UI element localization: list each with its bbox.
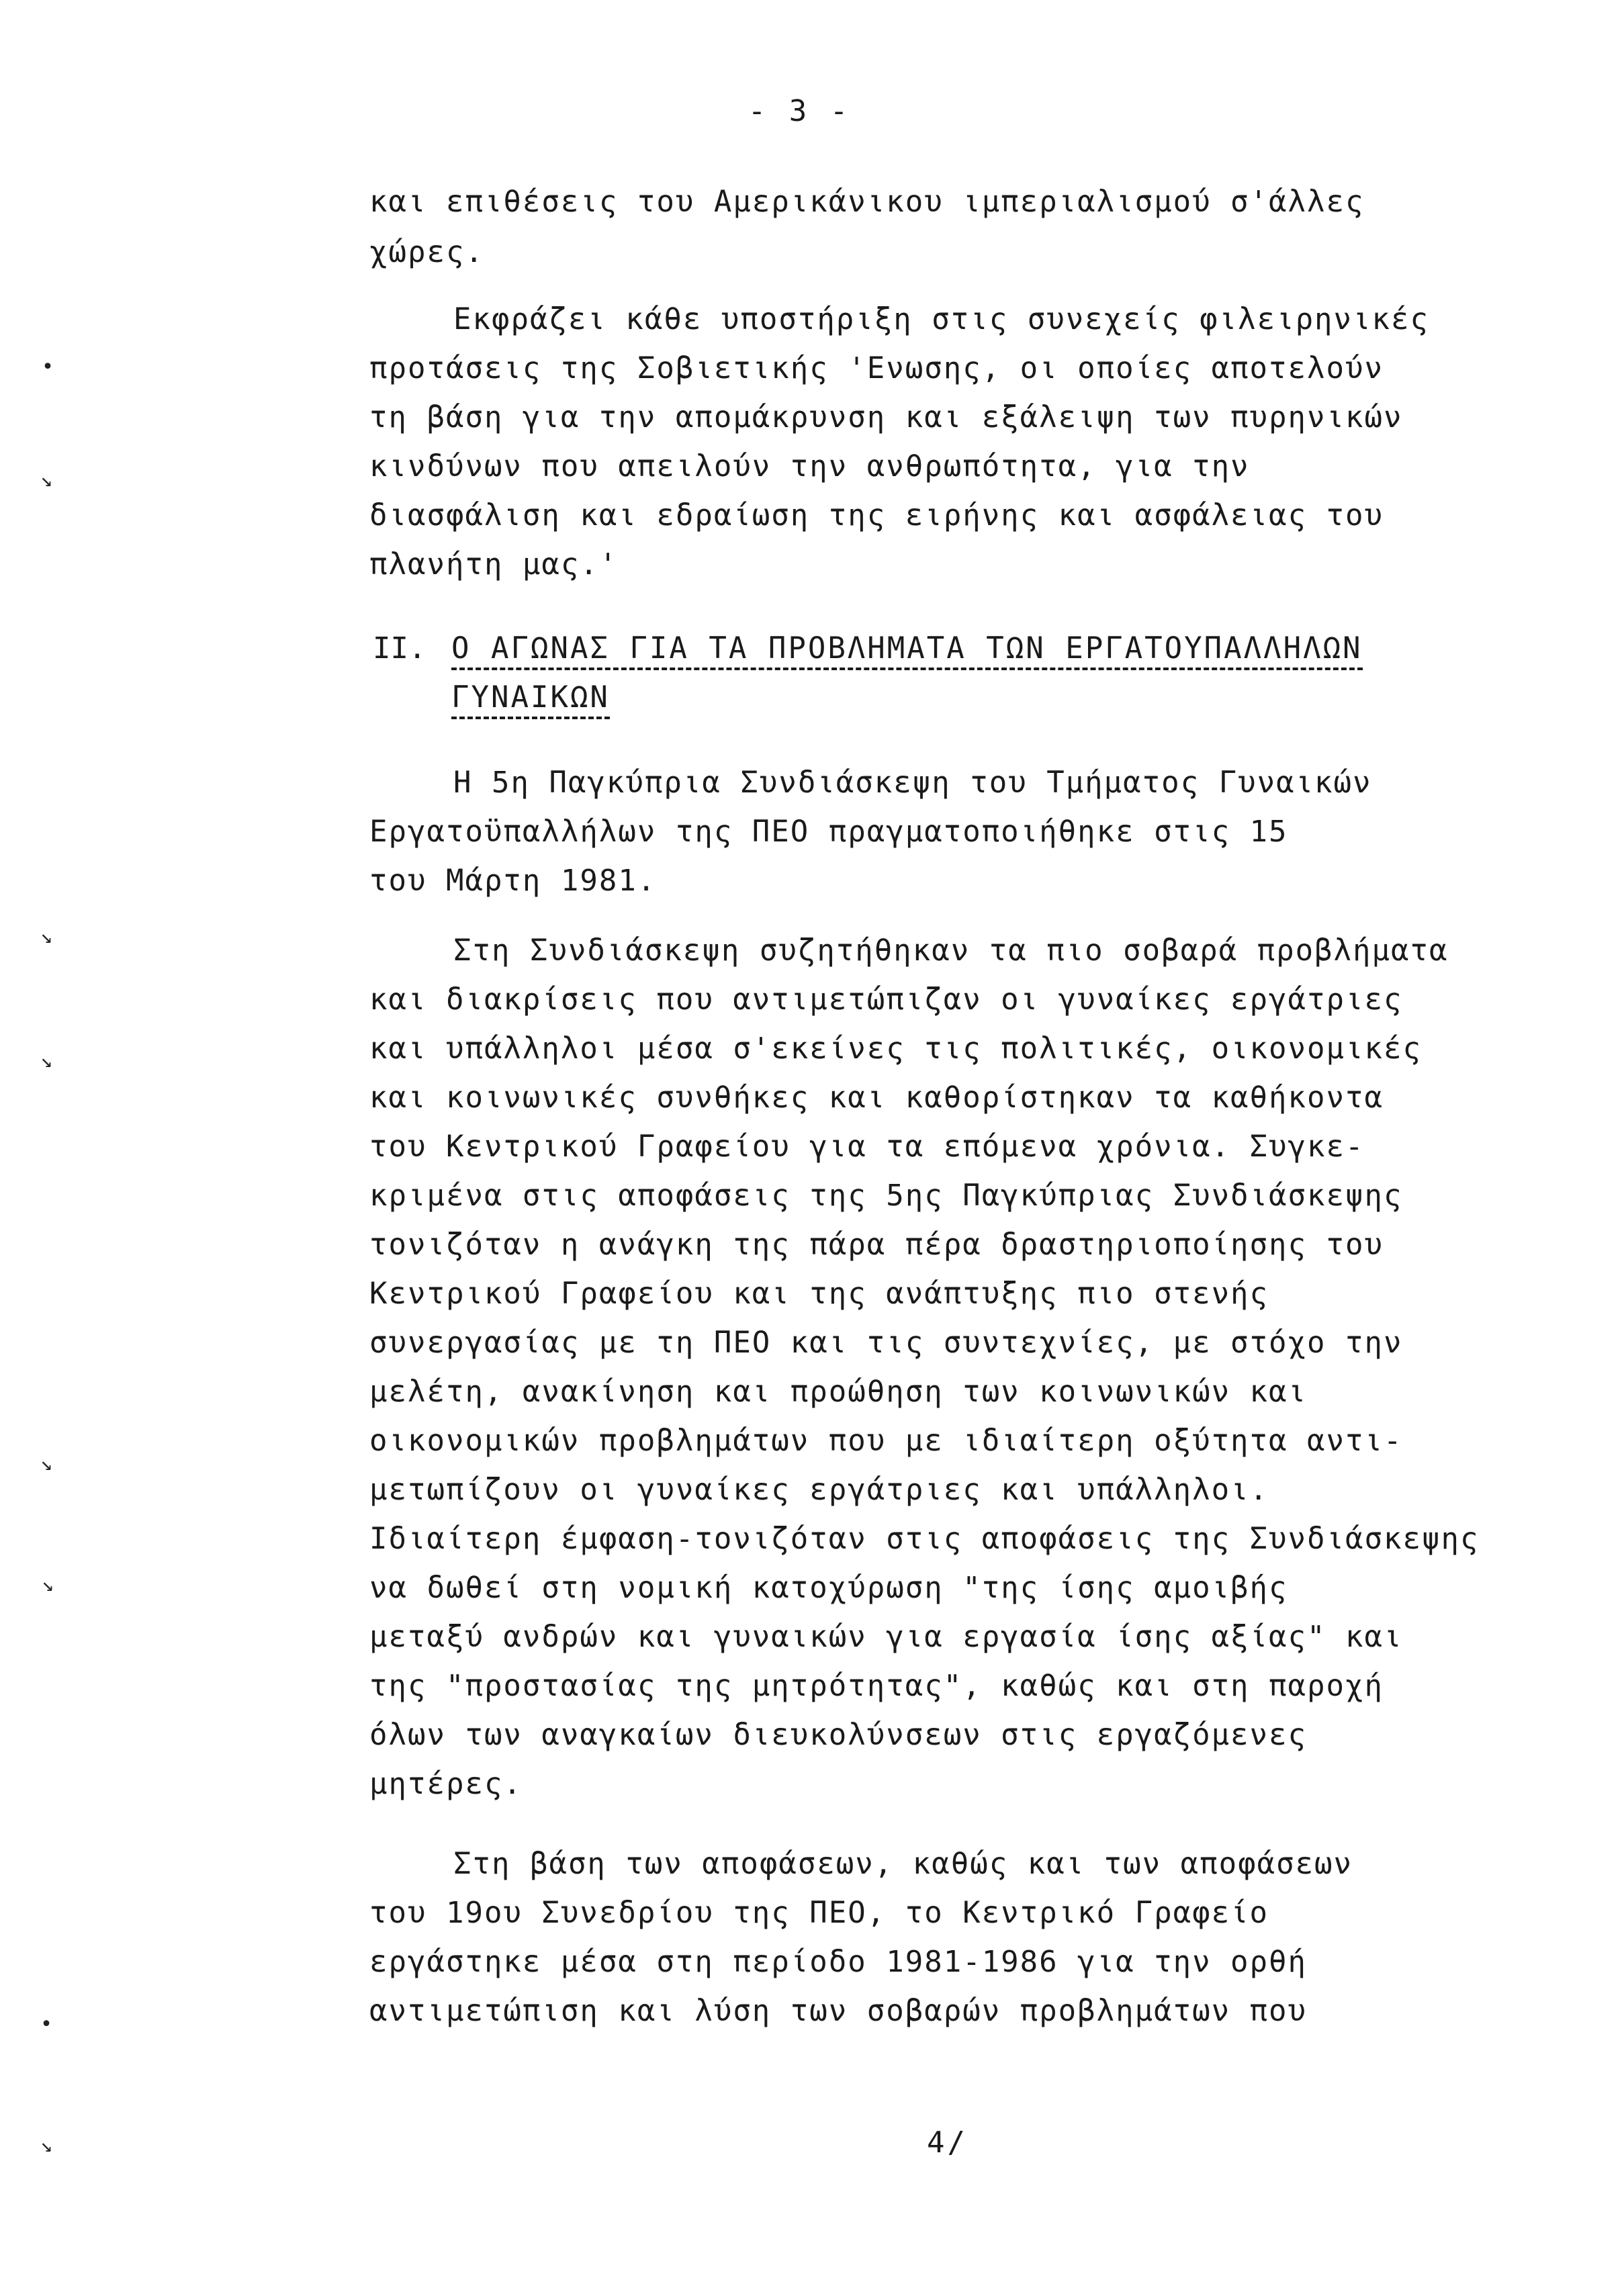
- paragraph-4-line-8: Κεντρικού Γραφείου και της ανάπτυξης πιο στενής: [369, 1277, 1269, 1311]
- paragraph-4-line-9: συνεργασίας με τη ΠΕΟ και τις συντεχνίες, με στόχο την: [369, 1326, 1403, 1360]
- paragraph-4-line-16: της "προστασίας της μητρότητας", καθώς και στη παροχή: [369, 1669, 1384, 1703]
- paragraph-5-line-1: Στη βάση των αποφάσεων, καθώς και των αποφάσεων: [453, 1847, 1353, 1881]
- scan-speck-mark: ↘: [40, 2133, 53, 2157]
- paragraph-4-line-12: μετωπίζουν οι γυναίκες εργάτριες και υπάλληλοι.: [369, 1473, 1269, 1507]
- paragraph-4-line-2: και διακρίσεις που αντιμετώπιζαν οι γυναίκες εργάτριες: [369, 982, 1403, 1017]
- paragraph-5-line-4: αντιμετώπιση και λύση των σοβαρών προβλημάτων που: [369, 1994, 1308, 2028]
- paragraph-4-line-4: και κοινωνικές συνθήκες και καθορίστηκαν τα καθήκοντα: [369, 1081, 1384, 1115]
- paragraph-4-line-13: Ιδιαίτερη έμφαση-τονιζόταν στις αποφάσεις της Συνδιάσκεψης: [369, 1522, 1480, 1556]
- paragraph-3-line-3: του Μάρτη 1981.: [369, 864, 657, 898]
- scan-speck-mark: ↘: [40, 1452, 53, 1475]
- paragraph-5-line-3: εργάστηκε μέσα στη περίοδο 1981-1986 για την ορθή: [369, 1945, 1308, 1979]
- paragraph-5-line-2: του 19ου Συνεδρίου της ΠΕΟ, το Κεντρικό Γραφείο: [369, 1896, 1269, 1930]
- paragraph-4-line-11: οικονομικών προβλημάτων που με ιδιαίτερη οξύτητα αντι-: [369, 1424, 1403, 1458]
- paragraph-4-line-18: μητέρες.: [369, 1767, 523, 1801]
- paragraph-4-line-10: μελέτη, ανακίνηση και προώθηση των κοινωνικών και: [369, 1375, 1308, 1409]
- next-page-marker: 4/: [927, 2125, 968, 2160]
- paragraph-3-line-1: Η 5η Παγκύπρια Συνδιάσκεψη του Τμήματος Γυναικών: [453, 766, 1372, 800]
- paragraph-2-line-6: πλανήτη μας.': [369, 547, 619, 582]
- paragraph-4-line-15: μεταξύ ανδρών και γυναικών για εργασία ίσης αξίας" και: [369, 1620, 1403, 1654]
- paragraph-4-line-3: και υπάλληλοι μέσα σ'εκείνες τις πολιτικές, οικονομικές: [369, 1031, 1422, 1066]
- paragraph-2-line-5: διασφάλιση και εδραίωση της ειρήνης και ασφάλειας του: [369, 498, 1384, 533]
- paragraph-4-line-5: του Κεντρικού Γραφείου για τα επόμενα χρόνια. Συγκε-: [369, 1130, 1365, 1164]
- paragraph-4-line-7: τονιζόταν η ανάγκη της πάρα πέρα δραστηριοποίησης του: [369, 1228, 1384, 1262]
- paragraph-2-line-3: τη βάση για την απομάκρυνση και εξάλειψη των πυρηνικών: [369, 400, 1403, 434]
- scan-speck-mark: ↘: [42, 1573, 54, 1596]
- paragraph-1-line-2: χώρες.: [369, 235, 484, 269]
- section-title-line-1: Ο ΑΓΩΝΑΣ ΓΙΑ ΤΑ ΠΡΟΒΛΗΜΑΤΑ ΤΩΝ ΕΡΓΑΤΟΥΠΑΛΛΗΛΩΝ: [451, 631, 1363, 670]
- paragraph-4-line-6: κριμένα στις αποφάσεις της 5ης Παγκύπριας Συνδιάσκεψης: [369, 1179, 1403, 1213]
- paragraph-4-line-17: όλων των αναγκαίων διευκολύνσεων στις εργαζόμενες: [369, 1718, 1308, 1752]
- scan-speck-mark: ↘: [40, 925, 53, 948]
- page-number: - 3 -: [748, 94, 851, 128]
- paragraph-4-line-14: να δωθεί στη νομική κατοχύρωση "της ίσης αμοιβής: [369, 1571, 1288, 1605]
- paragraph-4-line-1: Στη Συνδιάσκεψη συζητήθηκαν τα πιο σοβαρά προβλήματα: [453, 933, 1449, 968]
- scan-speck-mark: ↘: [40, 468, 53, 492]
- scan-speck-mark: ↘: [40, 1049, 53, 1072]
- scan-speck-mark: •: [40, 2013, 53, 2036]
- scan-speck-mark: •: [42, 355, 54, 379]
- paragraph-2-line-4: κινδύνων που απειλούν την ανθρωπότητα, για την: [369, 449, 1250, 484]
- paragraph-2-line-1: Εκφράζει κάθε υποστήριξη στις συνεχείς φιλειρηνικές: [453, 302, 1430, 336]
- section-number: II.: [373, 631, 426, 665]
- paragraph-3-line-2: Εργατοϋπαλλήλων της ΠΕΟ πραγματοποιήθηκε στις 15: [369, 815, 1288, 849]
- paragraph-1-line-1: και επιθέσεις του Αμερικάνικου ιμπεριαλισμού σ'άλλες: [369, 185, 1365, 219]
- section-title-line-2: ΓΥΝΑΙΚΩΝ: [451, 680, 610, 719]
- paragraph-2-line-2: προτάσεις της Σοβιετικής 'Ενωσης, οι οποίες αποτελούν: [369, 351, 1384, 385]
